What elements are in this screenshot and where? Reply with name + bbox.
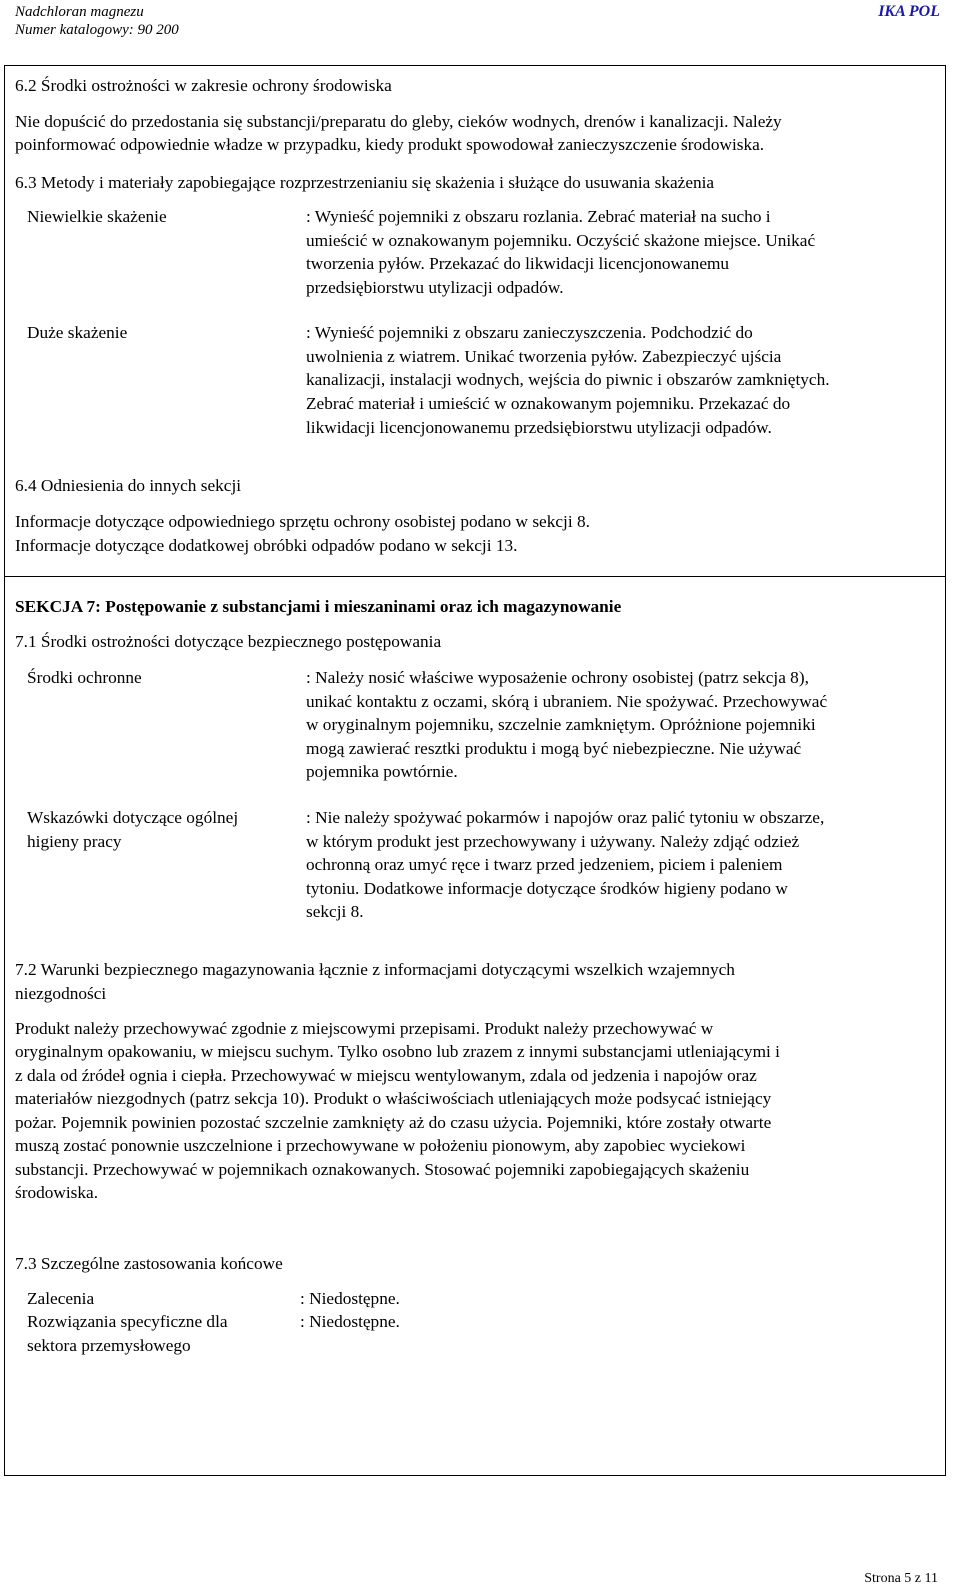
- catalog-number: Numer katalogowy: 90 200: [15, 22, 179, 38]
- heading-7-2: niezgodności: [15, 984, 107, 1003]
- protective-line: : Należy nosić właściwe wyposażenie ochrony osobistej (patrz sekcja 8),: [306, 668, 809, 687]
- heading-6-2: 6.2 Środki ostrożności w zakresie ochrony środowiska: [15, 76, 392, 95]
- protective-line: w oryginalnym pojemniku, szczelnie zamkniętym. Opróżnione pojemniki: [306, 715, 816, 734]
- label-hygiene: higieny pracy: [27, 832, 122, 851]
- storage-line: środowiska.: [15, 1183, 99, 1202]
- label-industrial: sektora przemysłowego: [27, 1336, 191, 1355]
- storage-line: substancji. Przechowywać w pojemnikach oznakowanych. Stosować pojemniki zapobiegających skażeniu: [15, 1160, 750, 1179]
- storage-line: Produkt należy przechowywać zgodnie z miejscowymi przepisami. Produkt należy przechowywać w: [15, 1019, 714, 1038]
- small-spill-line: tworzenia pyłów. Przekazać do likwidacji licencjonowanemu: [306, 254, 730, 273]
- large-spill-line: Zebrać materiał i umieścić w oznakowanym pojemniku. Przekazać do: [306, 394, 791, 413]
- text-6-4-line: Informacje dotyczące dodatkowej obróbki odpadów podano w sekcji 13.: [15, 536, 518, 555]
- text-6-2-line: poinformować odpowiednie władze w przypadku, kiedy produkt spowodował zanieczyszczenie środowiska.: [15, 135, 765, 154]
- label-industrial: Rozwiązania specyficzne dla: [27, 1312, 228, 1331]
- heading-7-2: 7.2 Warunki bezpiecznego magazynowania łącznie z informacjami dotyczącymi wszelkich wzajemnych: [15, 960, 735, 979]
- value-recommendations: : Niedostępne.: [300, 1289, 400, 1308]
- hygiene-line: sekcji 8.: [306, 902, 364, 921]
- heading-7-1: 7.1 Środki ostrożności dotyczące bezpiecznego postępowania: [15, 632, 442, 651]
- label-hygiene: Wskazówki dotyczące ogólnej: [27, 808, 239, 827]
- product-name: Nadchloran magnezu: [15, 4, 144, 20]
- protective-line: mogą zawierać resztki produktu i mogą być niebezpieczne. Nie używać: [306, 739, 802, 758]
- header-product: [15, 3, 179, 39]
- storage-line: materiałów niezgodnych (patrz sekcja 10). Produkt o właściwościach utleniających może podsycać istniejący: [15, 1089, 772, 1108]
- heading-6-4: 6.4 Odniesienia do innych sekcji: [15, 476, 242, 495]
- storage-line: muszą zostać ponownie uszczelnione i przechowywane w położeniu pionowym, aby zapobiec wyciekowi: [15, 1136, 746, 1155]
- small-spill-line: umieścić w oznakowanym pojemniku. Oczyścić skażone miejsce. Unikać: [306, 231, 816, 250]
- small-spill-line: : Wynieść pojemniki z obszaru rozlania. Zebrać materiał na sucho i: [306, 207, 771, 226]
- large-spill-line: kanalizacji, instalacji wodnych, wejścia do piwnic i obszarów zamkniętych.: [306, 370, 830, 389]
- large-spill-line: : Wynieść pojemniki z obszaru zanieczyszczenia. Podchodzić do: [306, 323, 753, 342]
- hygiene-line: tytoniu. Dodatkowe informacje dotyczące środków higieny podano w: [306, 879, 788, 898]
- hygiene-line: : Nie należy spożywać pokarmów i napojów oraz palić tytoniu w obszarze,: [306, 808, 825, 827]
- value-industrial: : Niedostępne.: [300, 1312, 400, 1331]
- label-large-spill: Duże skażenie: [27, 323, 128, 342]
- protective-line: pojemnika powtórnie.: [306, 762, 458, 781]
- brand-name: IKA POL: [878, 3, 940, 20]
- storage-line: oryginalnym opakowaniu, w miejscu suchym. Tylko osobno lub zrazem z innymi substancjami utleniającymi i: [15, 1042, 780, 1061]
- label-protective-measures: Środki ochronne: [27, 668, 142, 687]
- storage-line: pożar. Pojemnik powinien pozostać szczelnie zamknięty aż do czasu użycia. Pojemniki, które zostały otwarte: [15, 1113, 772, 1132]
- large-spill-line: likwidacji licencjonowanemu przedsiębiorstwu utylizacji odpadów.: [306, 418, 772, 437]
- text-6-4-line: Informacje dotyczące odpowiedniego sprzętu ochrony osobistej podano w sekcji 8.: [15, 512, 590, 531]
- label-recommendations: Zalecenia: [27, 1289, 95, 1308]
- heading-6-3: 6.3 Metody i materiały zapobiegające rozprzestrzenianiu się skażenia i służące do usuwania skażenia: [15, 173, 715, 192]
- section-7-title: SEKCJA 7: Postępowanie z substancjami i mieszaninami oraz ich magazynowanie: [15, 597, 622, 616]
- text-6-2-line: Nie dopuścić do przedostania się substancji/preparatu do gleby, cieków wodnych, drenów i kanalizacji. Należy: [15, 112, 782, 131]
- hygiene-line: w którym produkt jest przechowywany i używany. Należy zdjąć odzież: [306, 832, 800, 851]
- storage-line: z dala od źródeł ognia i ciepła. Przechowywać w miejscu wentylowanym, zdala od jedzenia i napojów oraz: [15, 1066, 757, 1085]
- heading-7-3: 7.3 Szczególne zastosowania końcowe: [15, 1254, 283, 1273]
- small-spill-line: przedsiębiorstwu utylizacji odpadów.: [306, 278, 564, 297]
- hygiene-line: ochronną oraz umyć ręce i twarz przed jedzeniem, piciem i paleniem: [306, 855, 783, 874]
- large-spill-line: uwolnienia z wiatrem. Unikać tworzenia pyłów. Zabezpieczyć ujścia: [306, 347, 782, 366]
- protective-line: unikać kontaktu z oczami, skórą i ubraniem. Nie spożywać. Przechowywać: [306, 692, 828, 711]
- label-small-spill: Niewielkie skażenie: [27, 207, 167, 226]
- page-number: Strona 5 z 11: [864, 1571, 938, 1586]
